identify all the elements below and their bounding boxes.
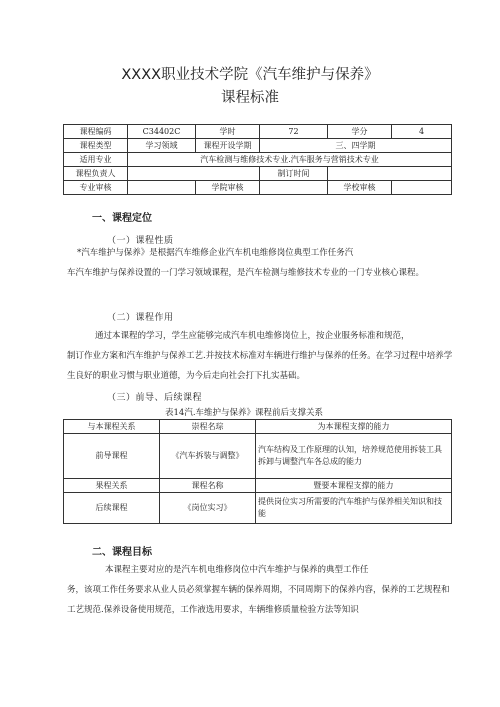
- table-cell: [260, 181, 328, 195]
- table-cell: 学院审核: [196, 181, 260, 195]
- table-header-cell: 课程名称: [160, 479, 256, 493]
- table-cell: 提供岗位实习所需要的汽车维护与保养相关知识和技能: [256, 493, 452, 524]
- paragraph-line: *汽车维护与保养》是根据汽车维修企业汽车机电维修岗位典型工作任务汽: [77, 248, 354, 258]
- paragraph-text: 务，该项工作任务要求从业人员必须掌握车辆的保养周期，不同周期下的保养内容，保养的工艺规程和工艺规范.保养设备使用规范，工作液选用要求，车辆维修质量检验方法等知识: [67, 585, 450, 615]
- subheading-course-nature: （一）课程性质: [107, 236, 174, 246]
- table-cell: 专业审核: [64, 181, 128, 195]
- subheading-related-courses: （三）前导、后续课程: [107, 393, 203, 403]
- course-info-table: [63, 124, 452, 195]
- table-header-cell: 与本课程关系: [64, 420, 160, 434]
- table-header-cell: 崇程名琮: [160, 420, 256, 434]
- table-header-row: [64, 420, 452, 434]
- document-title: XXXX职业技术学院《汽车维护与保养》: [121, 67, 379, 83]
- table-row: [64, 125, 452, 139]
- table-row: [64, 493, 452, 524]
- table-row: [64, 434, 452, 479]
- table-cell: 学时: [196, 125, 260, 139]
- table-row: [64, 139, 452, 153]
- table-header-cell: 暨要本课程支撑的能力: [256, 479, 452, 493]
- table-header-row: [64, 479, 452, 493]
- table-cell: 汽车检测与维修技术专业.汽车服务与营销技术专业: [128, 153, 452, 167]
- table-cell: 课程负责人: [64, 167, 128, 181]
- table-cell: 课程类型: [64, 139, 128, 153]
- paragraph-objectives: [67, 560, 453, 620]
- table-cell: 72: [260, 125, 328, 139]
- table-cell: 后续课程: [64, 493, 160, 524]
- table-cell: 《汽车拆装与调整》: [160, 434, 256, 479]
- table-cell: [128, 181, 196, 195]
- document-subtitle: 课程标准: [221, 90, 279, 106]
- section-heading-positioning: 一、课程定位: [92, 213, 152, 224]
- table-cell: C34402C: [128, 125, 196, 139]
- table-cell: 学校审核: [328, 181, 392, 195]
- paragraph-text: 车汽车维护与保养设置的一门学习领域课程，是汽车检测与维修技术专业的一门专业核心课程。: [67, 268, 425, 278]
- subheading-course-role: （二）课程作用: [107, 313, 174, 323]
- table-header-cell: 果程关系: [64, 479, 160, 493]
- table-cell: 学分: [328, 125, 392, 139]
- table-cell: 4: [392, 125, 452, 139]
- table-cell: 前导课程: [64, 434, 160, 479]
- course-relation-table: [63, 419, 452, 524]
- table-cell: 适用专业: [64, 153, 128, 167]
- table-cell: [392, 181, 452, 195]
- table-cell: 三、四学期: [260, 139, 452, 153]
- paragraph-line: 本课程主要对应的是汽车机电维修岗位中汽车维护与保养的典型工作任: [105, 565, 369, 575]
- paragraph-line: 通过本课程的学习，学生应能够完成汽车机电维修岗位上，按企业服务标准和规范，: [95, 331, 410, 341]
- paragraph-course-nature: [67, 243, 453, 283]
- table-cell: 制订时间: [260, 167, 328, 181]
- paragraph-text: 制订作业方案和汽车维护与保养工艺.并按技术标准对车辆进行维护与保养的任务。在学习过程中培养学生良好的职业习惯与职业道德，为今后走向社会打下扎实基础。: [67, 351, 453, 381]
- section-heading-objectives: 二、课程目标: [92, 547, 152, 558]
- table-cell: 学习领域: [128, 139, 196, 153]
- table-row: [64, 181, 452, 195]
- table-cell: 汽车结构及工作原理的认知，培养规范使用拆装工具拆卸与调整汽车各总成的能力: [256, 434, 452, 479]
- table-cell: 课程开设学期: [196, 139, 260, 153]
- table-cell: 课程编码: [64, 125, 128, 139]
- table-caption: 表14汽.车维护与保养》课程前后支撑关系: [165, 408, 324, 418]
- table-cell: 《岗位实习》: [160, 493, 256, 524]
- table-cell: [128, 167, 260, 181]
- table-header-cell: 为本课程支撑的能力: [256, 420, 452, 434]
- table-row: [64, 153, 452, 167]
- paragraph-course-role: [67, 326, 453, 386]
- table-row: [64, 167, 452, 181]
- table-cell: [328, 167, 452, 181]
